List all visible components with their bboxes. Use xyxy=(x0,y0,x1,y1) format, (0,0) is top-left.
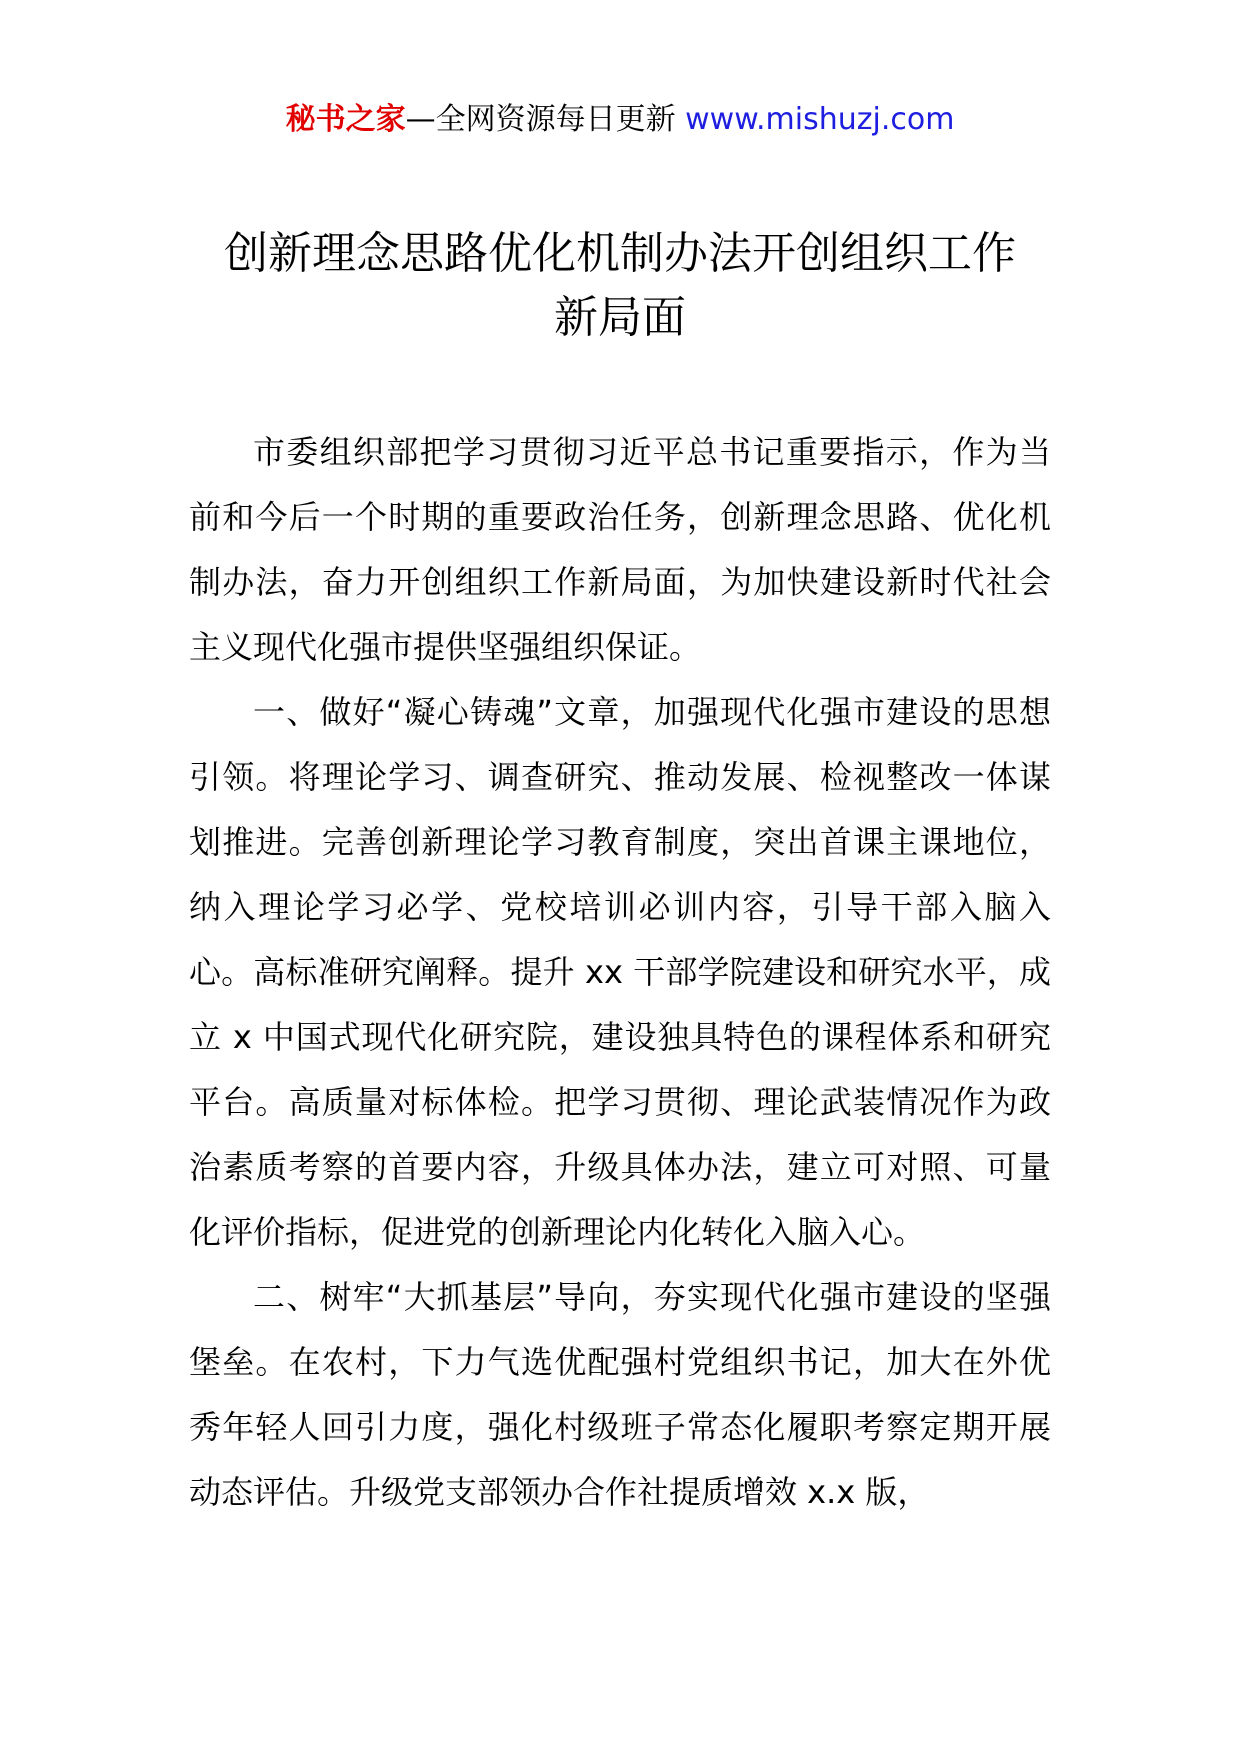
paragraph-section-2: 二、树牢“大抓基层”导向，夯实现代化强市建设的坚强堡垒。在农村，下力气选优配强村党组织书记，加大在外优秀年轻人回引力度，强化村级班子常态化履职考察定期开展动态评估。升级党支部领办合作社提质增效 x.x 版， xyxy=(189,1278,1051,1511)
document-title xyxy=(150,222,1090,350)
site-slogan: —全网资源每日更新 xyxy=(405,102,676,137)
site-url-link[interactable]: www.mishuzj.com xyxy=(685,102,955,137)
document-body xyxy=(189,420,1051,1525)
paragraph-intro: 市委组织部把学习贯彻习近平总书记重要指示，作为当前和今后一个时期的重要政治任务，创新理念思路、优化机制办法，奋力开创组织工作新局面，为加快建设新时代社会主义现代化强市提供坚强组织保证。 xyxy=(189,433,1051,666)
site-banner xyxy=(0,100,1240,140)
document-title-line-2: 新局面 xyxy=(554,292,686,343)
site-brand: 秘书之家 xyxy=(285,102,406,137)
paragraph-section-1: 一、做好“凝心铸魂”文章，加强现代化强市建设的思想引领。将理论学习、调查研究、推动发展、检视整改一体谋划推进。完善创新理论学习教育制度，突出首课主课地位，纳入理论学习必学、党校培训必训内容，引导干部入脑入心。高标准研究阐释。提升 xx 干部学院建设和研究水平，成立 x 中国式现代化研究院，建设独具特色的课程体系和研究平台。高质量对标体检。把学习贯彻、理论武装情况作为政治素质考察的首要内容，升级具体办法，建立可对照、可量化评价指标，促进党的创新理论内化转化入脑入心。 xyxy=(189,693,1051,1251)
document-title-line-1: 创新理念思路优化机制办法开创组织工作 xyxy=(224,228,1016,279)
